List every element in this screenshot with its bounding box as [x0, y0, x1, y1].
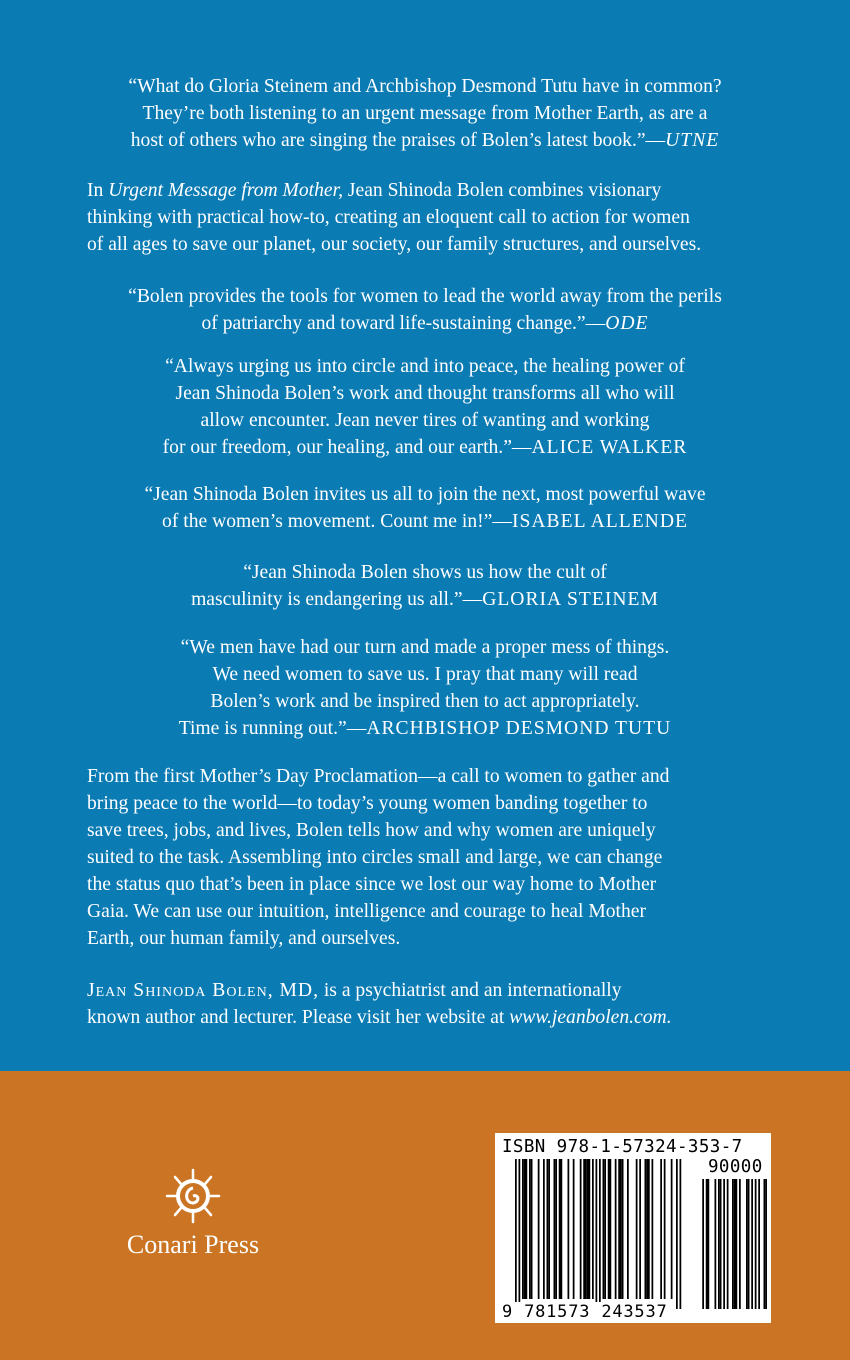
- bio-text: known author and lecturer. Please visit her website at: [87, 1007, 510, 1028]
- barcode-bar: [639, 1159, 641, 1299]
- quote-source: ISABEL ALLENDE: [511, 511, 688, 532]
- quote-alice-walker: [60, 353, 790, 461]
- barcode-bar: [568, 1159, 570, 1299]
- barcode-bar: [592, 1159, 594, 1299]
- addon-bar: [748, 1179, 750, 1309]
- barcode-bar: [538, 1159, 540, 1299]
- barcode-bar: [648, 1159, 650, 1299]
- barcode-bar: [671, 1159, 673, 1299]
- body-line: suited to the task. Assembling into circles small and large, we can change: [87, 847, 663, 868]
- addon-bar: [755, 1179, 757, 1309]
- barcode-bar: [589, 1159, 591, 1299]
- quote-line: “Jean Shinoda Bolen invites us all to join the next, most powerful wave: [144, 484, 706, 505]
- body-line: Earth, our human family, and ourselves.: [87, 928, 401, 949]
- quote-line: We need women to save us. I pray that many will read: [212, 664, 638, 685]
- barcode-bar: [618, 1159, 620, 1299]
- intro-line: thinking with practical how-to, creating an eloquent call to action for women: [87, 207, 690, 228]
- barcode-bar: [555, 1159, 557, 1299]
- quote-line: for our freedom, our healing, and our earth.”—: [162, 437, 532, 458]
- barcode-bar: [680, 1159, 682, 1309]
- addon-bar: [758, 1179, 760, 1309]
- addon-bar: [708, 1179, 710, 1309]
- quote-line: Time is running out.”—: [178, 718, 367, 739]
- barcode-bar: [561, 1159, 563, 1299]
- barcode-bar: [596, 1159, 598, 1309]
- body-line: save trees, jobs, and lives, Bolen tells how and why women are uniquely: [87, 820, 656, 841]
- body-line: bring peace to the world—to today’s young women banding together to: [87, 793, 648, 814]
- intro-prefix: In: [87, 180, 109, 201]
- addon-bar: [746, 1179, 748, 1309]
- quote-source: ODE: [605, 313, 649, 334]
- addon-bar: [751, 1179, 753, 1309]
- addon-bar: [715, 1179, 717, 1309]
- intro-text: Jean Shinoda Bolen combines visionary: [342, 180, 662, 201]
- barcode-bar: [608, 1159, 610, 1299]
- quote-line: allow encounter. Jean never tires of wanting and working: [200, 410, 650, 431]
- addon-bar: [732, 1179, 734, 1309]
- barcode-bar: [604, 1159, 606, 1299]
- addon-bar: [734, 1179, 736, 1309]
- body-line: the status quo that’s been in place since we lost our way home to Mother: [87, 874, 657, 895]
- quote-line: Bolen’s work and be inspired then to act appropriately.: [210, 691, 640, 712]
- quote-source: ARCHBISHOP DESMOND TUTU: [366, 718, 672, 739]
- barcode-bar: [515, 1159, 517, 1309]
- barcode-bar: [543, 1159, 545, 1299]
- barcode-bar: [620, 1159, 622, 1299]
- body-line: From the first Mother’s Day Proclamation—a call to women to gather and: [87, 766, 670, 787]
- barcode-bar: [573, 1159, 575, 1299]
- barcode-bar: [622, 1159, 624, 1299]
- barcode-bar: [603, 1159, 605, 1299]
- barcode-bar: [554, 1159, 556, 1299]
- quote-line: host of others who are singing the praises of Bolen’s latest book.”—: [130, 130, 666, 151]
- quote-utne: [60, 73, 790, 154]
- addon-bar: [736, 1179, 738, 1309]
- addon-bar: [764, 1179, 766, 1309]
- quote-line: “Always urging us into circle and into peace, the healing power of: [165, 356, 685, 377]
- barcode-bar: [646, 1159, 648, 1299]
- barcode-bar: [559, 1159, 561, 1299]
- book-title: Urgent Message from Mother,: [108, 180, 343, 201]
- barcode-bar: [615, 1159, 617, 1299]
- addon-bar: [720, 1179, 722, 1309]
- isbn-number: ISBN 978-1-57324-353-7: [502, 1137, 743, 1157]
- quote-source: ALICE WALKER: [531, 437, 688, 458]
- quote-line: “Jean Shinoda Bolen shows us how the cult of: [243, 562, 607, 583]
- barcode-bar: [531, 1159, 533, 1299]
- quote-line: of patriarchy and toward life-sustaining change.”—: [201, 313, 606, 334]
- quote-desmond-tutu: [60, 634, 790, 742]
- quote-source: GLORIA STEINEM: [482, 589, 659, 610]
- quote-ode: [60, 283, 790, 337]
- publisher-logo: [108, 1160, 278, 1260]
- quote-line: Jean Shinoda Bolen’s work and thought transforms all who will: [175, 383, 675, 404]
- addon-bar: [706, 1179, 708, 1309]
- addon-bar: [727, 1179, 729, 1309]
- publisher-name: Conari Press: [126, 1230, 260, 1259]
- barcode-bar: [652, 1159, 654, 1299]
- barcode-bar: [580, 1159, 582, 1299]
- price-code: 90000: [708, 1157, 763, 1177]
- quote-source: UTNE: [665, 130, 720, 151]
- author-name: Jean Shinoda Bolen, MD,: [87, 980, 319, 1001]
- barcode-bar: [524, 1159, 526, 1299]
- quote-line: masculinity is endangering us all.”—: [191, 589, 483, 610]
- ean-digits: 9 781573 243537: [502, 1302, 671, 1322]
- barcode-bar: [587, 1159, 589, 1299]
- barcode-bar: [526, 1159, 528, 1299]
- barcode-bar: [548, 1159, 550, 1299]
- quote-line: They’re both listening to an urgent message from Mother Earth, as are a: [142, 103, 708, 124]
- body-line: Gaia. We can use our intuition, intelligence and courage to heal Mother: [87, 901, 647, 922]
- quote-gloria-steinem: [60, 559, 790, 613]
- barcode-bar: [660, 1159, 662, 1299]
- description-paragraph: [87, 763, 827, 952]
- barcode-bar: [547, 1159, 549, 1299]
- addon-bar: [739, 1179, 741, 1309]
- barcode-bar: [645, 1159, 647, 1299]
- barcode-bar: [610, 1159, 612, 1299]
- barcode-bar: [676, 1159, 678, 1309]
- quote-line: of the women’s movement. Count me in!”—: [162, 511, 512, 532]
- quote-line: “Bolen provides the tools for women to lead the world away from the perils: [128, 286, 722, 307]
- barcode-bar: [627, 1159, 629, 1299]
- barcode-bar: [636, 1159, 638, 1299]
- quote-line: “What do Gloria Steinem and Archbishop Desmond Tutu have in common?: [128, 76, 722, 97]
- barcode-bar: [519, 1159, 521, 1309]
- barcode-bar: [664, 1159, 666, 1299]
- addon-bar: [723, 1179, 725, 1309]
- swirl-logo-icon: [108, 1160, 278, 1230]
- quote-line: “We men have had our turn and made a proper mess of things.: [180, 637, 670, 658]
- isbn-barcode: [495, 1133, 771, 1323]
- barcode-bar: [599, 1159, 601, 1309]
- barcode-bar: [522, 1159, 524, 1299]
- bio-text: is a psychiatrist and an internationally: [318, 980, 622, 1001]
- addon-bar: [702, 1179, 704, 1309]
- barcode-bar: [583, 1159, 585, 1299]
- barcode-bar: [585, 1159, 587, 1299]
- author-bio: [87, 977, 827, 1031]
- author-website-link[interactable]: www.jeanbolen.com.: [509, 1007, 672, 1028]
- intro-paragraph: [87, 177, 807, 258]
- addon-bar: [765, 1179, 767, 1309]
- quote-isabel-allende: [60, 481, 790, 535]
- barcode-bar: [529, 1159, 531, 1299]
- intro-line: of all ages to save our planet, our society, our family structures, and ourselves.: [87, 234, 702, 255]
- addon-bar: [718, 1179, 720, 1309]
- barcode-bars: [501, 1159, 767, 1313]
